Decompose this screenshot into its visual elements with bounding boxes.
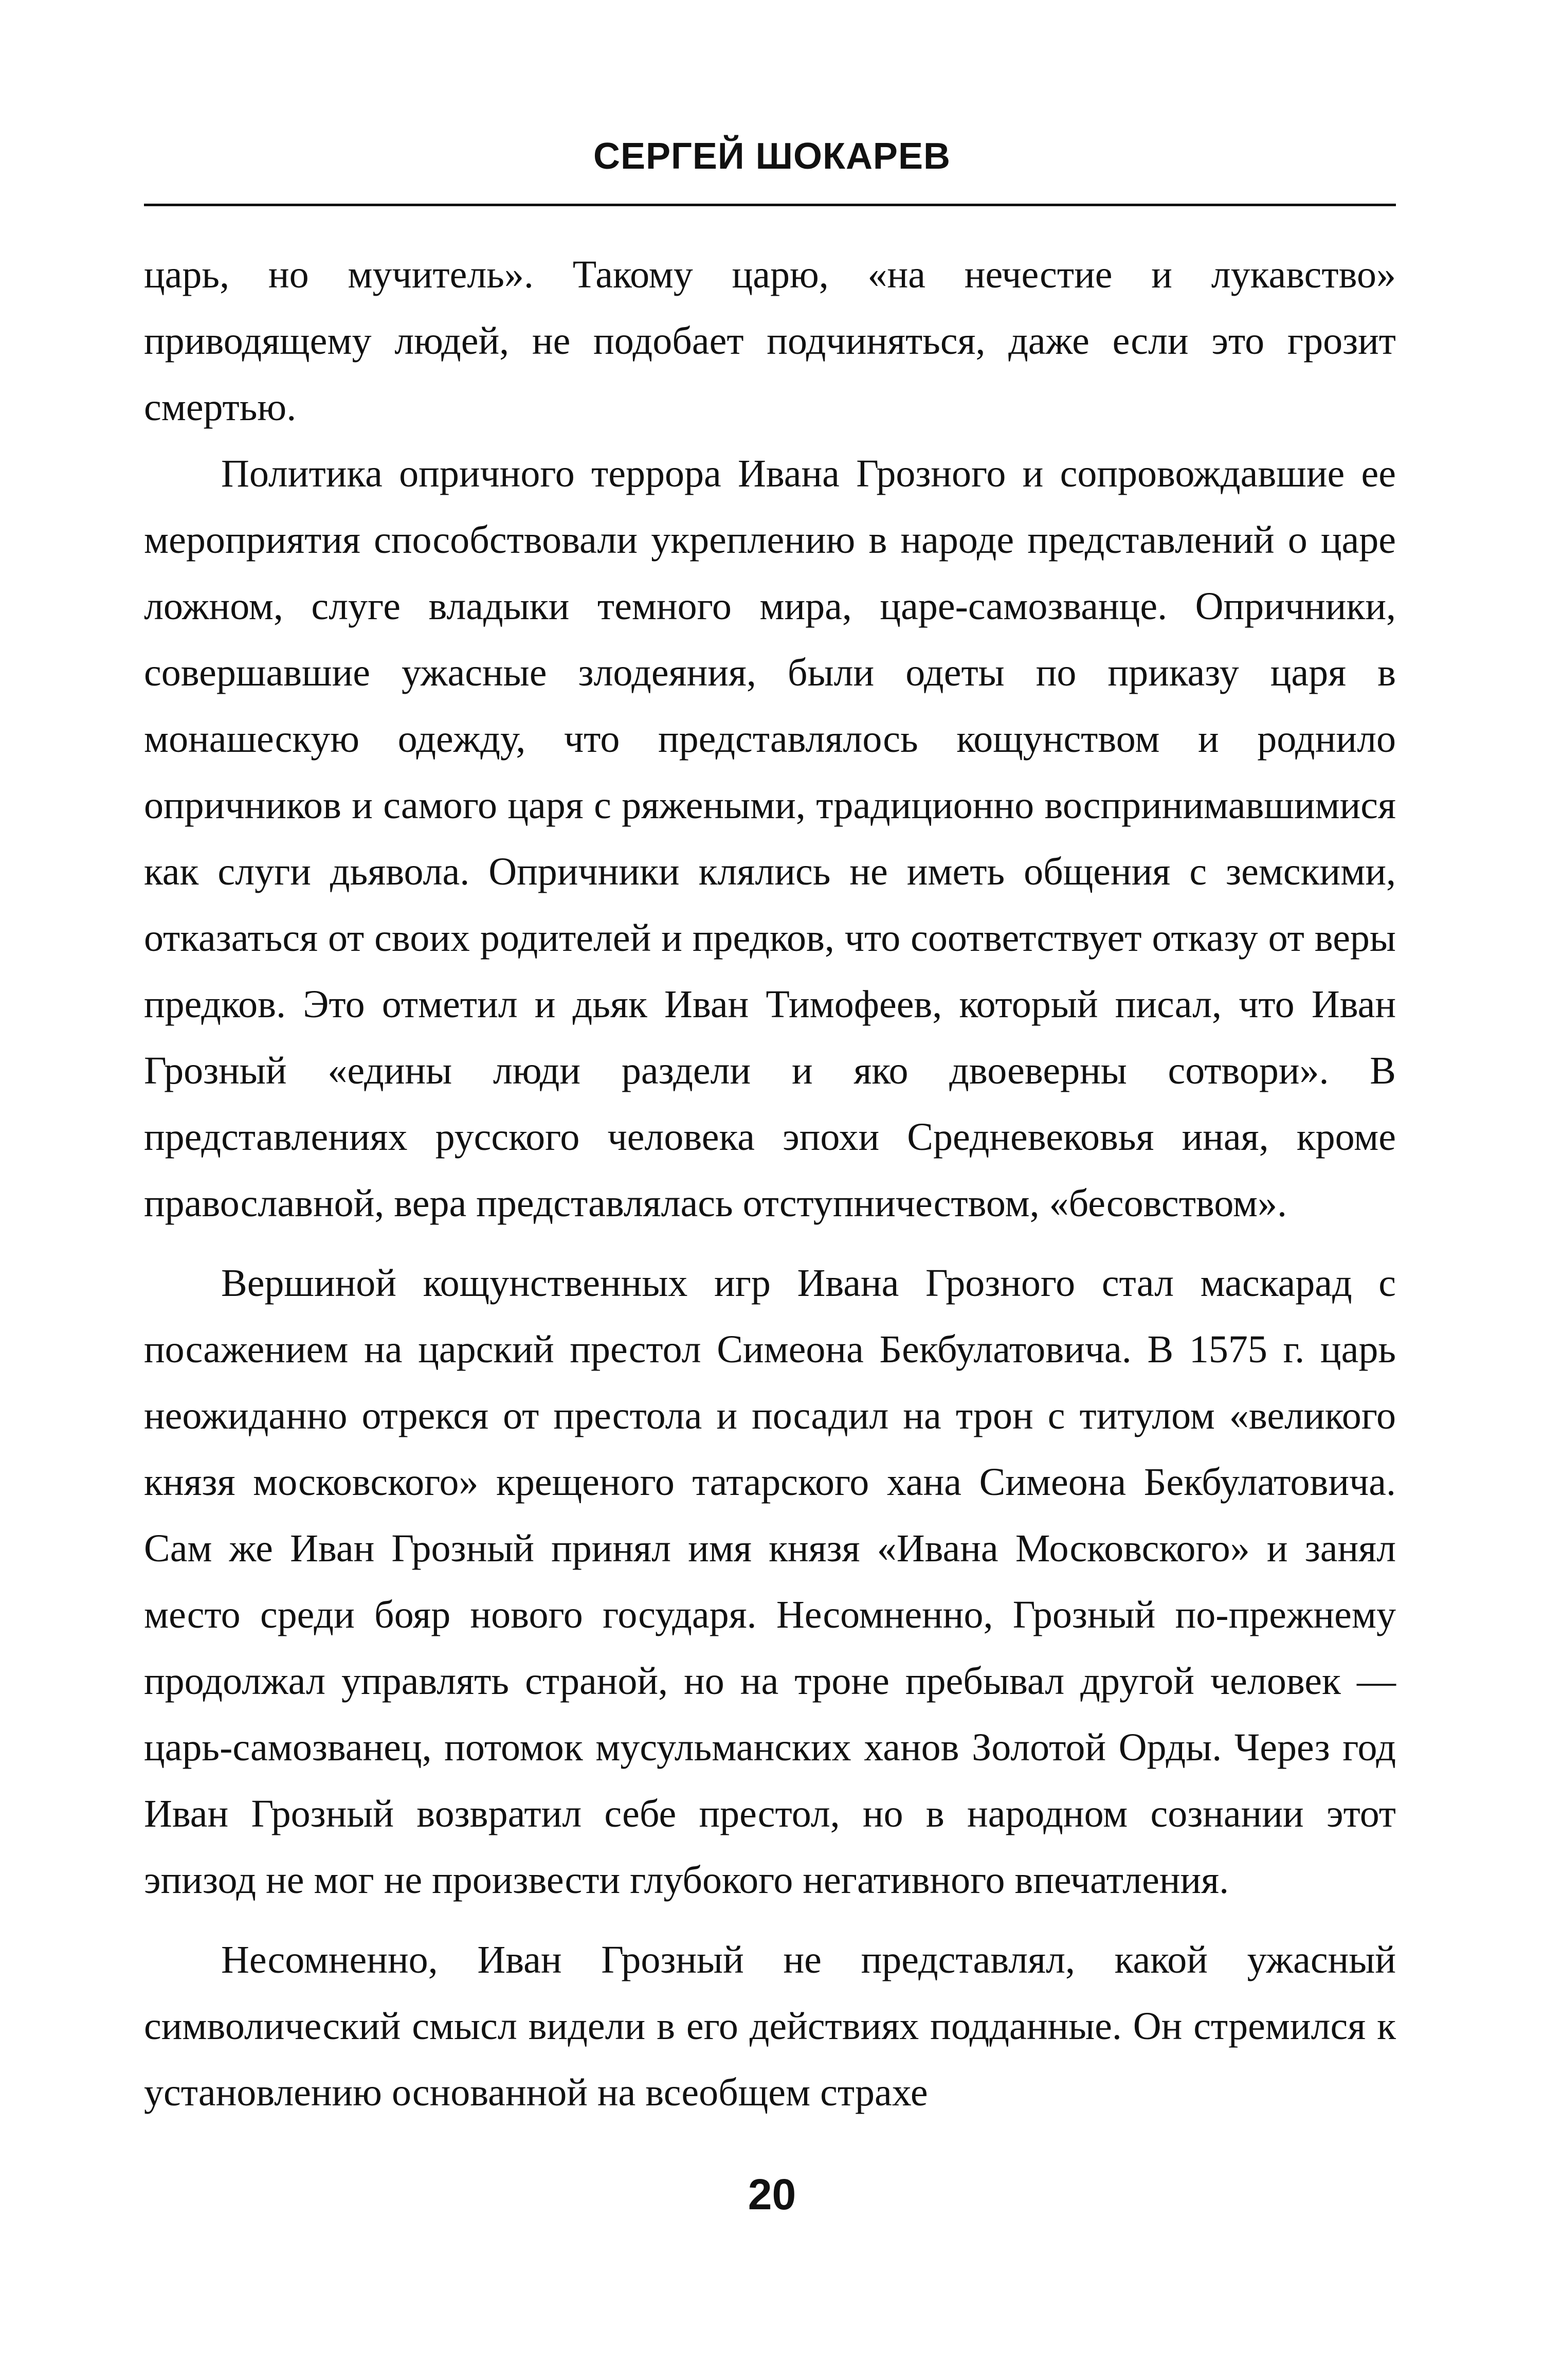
running-head: СЕРГЕЙ ШОКАРЕВ — [593, 136, 951, 177]
header-rule — [144, 204, 1396, 206]
paragraph-symbolic-meaning: Несомненно, Иван Грозный не представлял, какой ужасный символический смысл видели в его действиях подданные. Он стремился к установлению основанной на всеобщем страхе — [144, 1938, 1396, 2114]
paragraph-oprichnina: Политика опричного террора Ивана Грозного и сопровождавшие ее мероприятия способствовали укреплению в народе представлений о царе ложном, слуге владыки темного мира, царе-самозванце. Опричники, совершавшие ужасные злодеяния, были одеты по приказу царя в монашескую одежду, что представлялось кощунством и роднило опричников и самого царя с ряжеными, традиционно воспринимавшимися как слуги дьявола. Опричники клялись не иметь общения с земскими, отказаться от своих родителей и предков, что соответствует отказу от веры предков. Это отметил и дьяк Иван Тимофеев, который писал, что Иван Грозный «едины люди раздели и яко двоеверны сотвори». В представлениях русского человека эпохи Средневековья иная, кроме православной, вера представлялась отступничеством, «бесовством». — [144, 452, 1396, 1225]
paragraph-masquerade: Вершиной кощунственных игр Ивана Грозного стал маскарад с посажением на царский престол Симеона Бекбулатовича. В 1575 г. царь неожиданно отрекся от престола и посадил на трон с титулом «великого князя московского» крещеного татарского хана Симеона Бекбулатовича. Сам же Иван Грозный принял имя князя «Ивана Московского» и занял место среди бояр нового государя. Несомненно, Грозный по-прежнему продолжал управлять страной, но на троне пребывал другой человек — царь-самозванец, потомок мусульманских ханов Золотой Орды. Через год Иван Грозный возвратил себе престол, но в народном сознании этот эпизод не мог не произвести глубокого негативного впечатления. — [144, 1261, 1396, 1902]
body-text — [144, 242, 1396, 2126]
paragraph-continued: царь, но мучитель». Такому царю, «на нечестие и лукавство» приводящему людей, не подобает подчиняться, даже если это грозит смертью. — [144, 253, 1396, 429]
page-number: 20 — [748, 2170, 796, 2219]
